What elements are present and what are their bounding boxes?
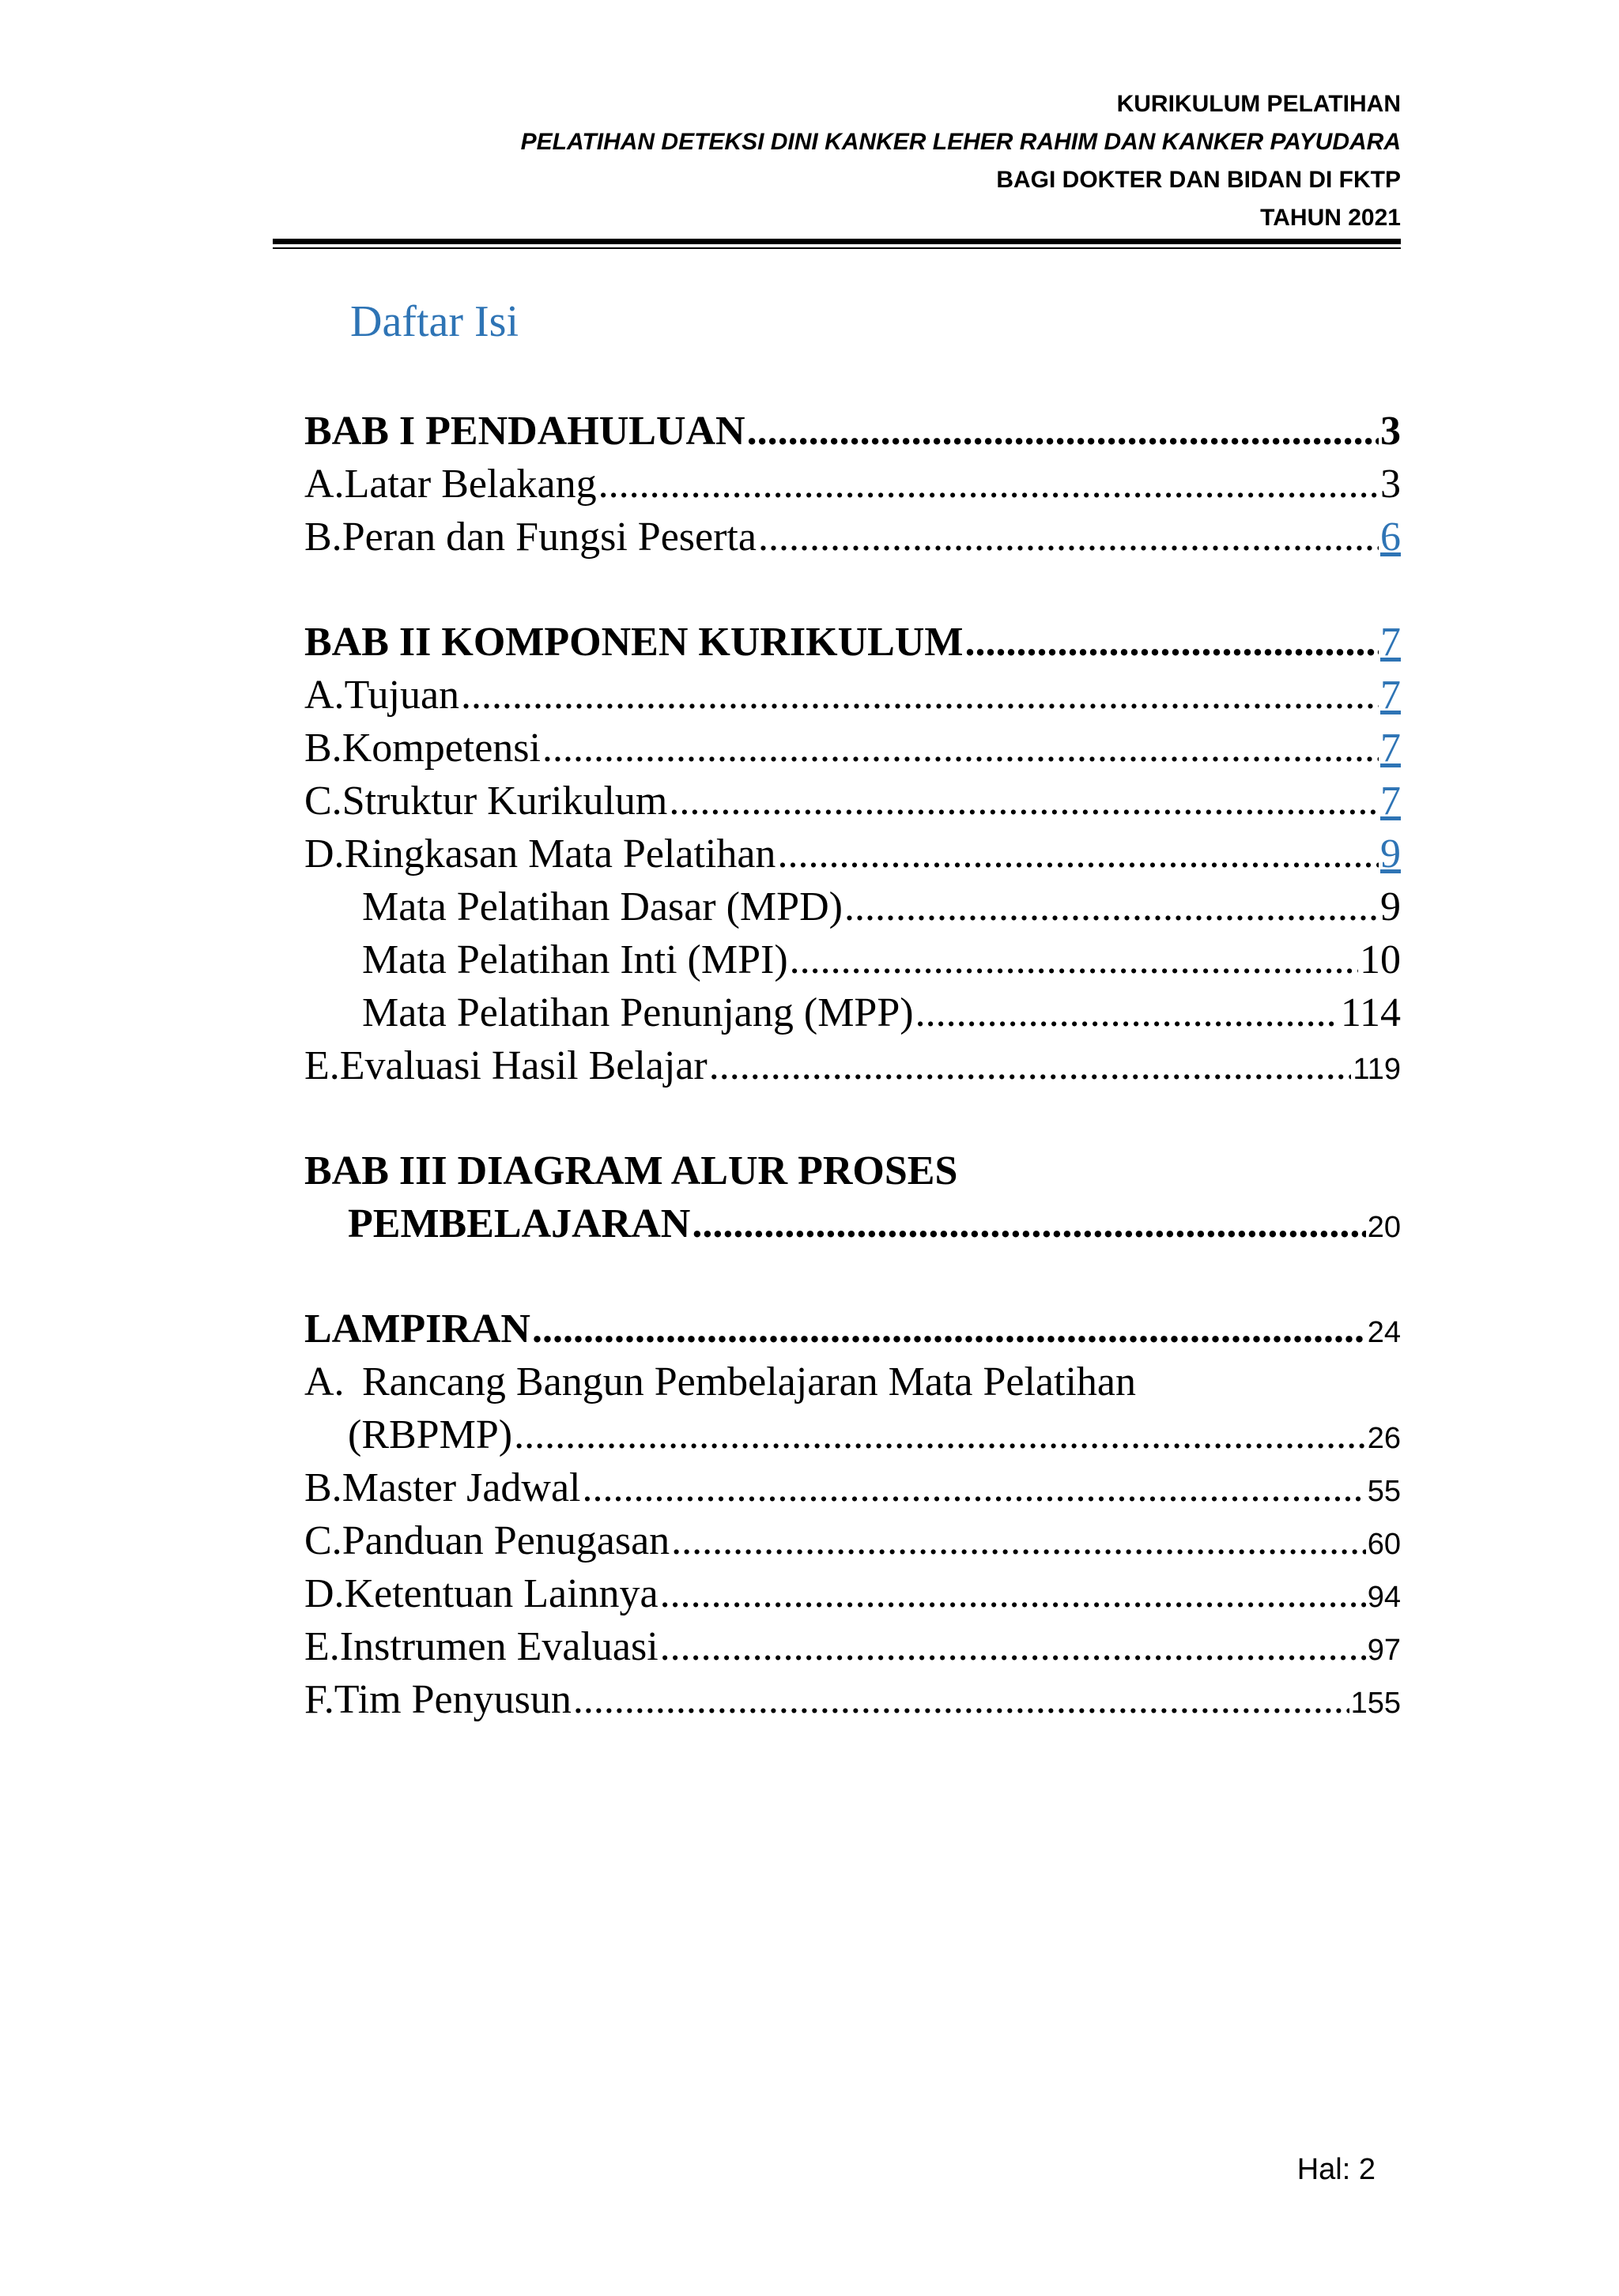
toc-item-label: Latar Belakang [344,462,597,507]
toc-item-page: 3 [1380,462,1401,507]
toc-appendix-title: LAMPIRAN [304,1306,530,1352]
toc-chapter-1[interactable] [304,405,1401,458]
toc-leader-dots [758,511,1379,564]
toc-title: Daftar Isi [350,297,519,346]
toc-item-page-link[interactable]: 9 [1380,831,1401,877]
toc-item-page: 60 [1367,1528,1401,1561]
toc-chapter-3-title-line2: PEMBELAJARAN [348,1201,691,1246]
toc-leader-dots [671,1514,1366,1567]
toc-leader-dots [660,1620,1366,1673]
toc-item-letter: A. [304,673,345,718]
toc-subitem-page: 10 [1360,937,1401,982]
toc-chapter-3-page: 20 [1367,1211,1401,1244]
toc-item-letter: E. [304,1043,340,1088]
toc-item-page-link[interactable]: 6 [1380,515,1401,560]
page-number: Hal: 2 [1296,2153,1376,2186]
toc-leader-dots [709,1039,1352,1092]
toc-item-page-link[interactable]: 7 [1380,726,1401,771]
toc-item-page-link[interactable]: 7 [1380,673,1401,718]
toc-item-label: Struktur Kurikulum [342,779,668,824]
toc-leader-dots [790,933,1358,986]
toc-item-tujuan[interactable] [304,669,1401,722]
toc-leader-dots [747,405,1379,458]
toc-item-page: 97 [1367,1634,1401,1667]
header-audience: BAGI DOKTER DAN BIDAN DI FKTP [996,167,1401,193]
toc-item-label: Tujuan [344,673,460,718]
toc-leader-dots [542,722,1379,775]
toc-chapter-2-title: BAB II KOMPONEN KURIKULUM [304,620,964,665]
toc-item-letter: F. [304,1677,334,1722]
toc-item-page-link[interactable]: 7 [1380,779,1401,824]
toc-item-master-jadwal[interactable] [304,1461,1401,1514]
toc-item-label: Panduan Penugasan [342,1518,670,1563]
toc-item-letter: B. [304,1465,342,1510]
toc-subitem-mpi[interactable] [304,933,1401,986]
table-of-contents [304,405,1401,1726]
toc-item-letter: A. [304,462,345,507]
toc-item-letter: C. [304,1518,342,1563]
toc-leader-dots [964,616,1379,669]
toc-item-label: Ringkasan Mata Pelatihan [344,831,776,877]
toc-item-ketentuan-lainnya[interactable] [304,1567,1401,1620]
document-header [273,85,1401,237]
toc-subitem-page: 9 [1380,884,1401,929]
toc-leader-dots [532,1303,1366,1355]
header-curriculum-label: KURIKULUM PELATIHAN [1116,91,1401,117]
toc-leader-dots [573,1673,1349,1726]
toc-subitem-label: Mata Pelatihan Penunjang (MPP) [362,990,914,1035]
toc-leader-dots [669,775,1379,828]
toc-chapter-2-page-link[interactable]: 7 [1380,620,1401,665]
toc-item-label-continued: (RBPMP) [348,1412,513,1457]
toc-item-kompetensi[interactable] [304,722,1401,775]
toc-item-letter: C. [304,779,342,824]
toc-leader-dots [514,1408,1366,1461]
toc-leader-dots [915,986,1339,1039]
toc-chapter-2[interactable] [304,616,1401,669]
toc-item-page: 94 [1367,1581,1401,1614]
toc-item-page: 119 [1353,1053,1401,1086]
toc-item-letter: B. [304,515,342,560]
toc-item-page: 55 [1367,1475,1401,1508]
toc-chapter-3-title-line1[interactable]: BAB III DIAGRAM ALUR PROSES [304,1148,958,1193]
toc-item-rbpmp[interactable] [304,1408,1401,1461]
toc-item-label: Rancang Bangun Pembelajaran Mata Pelatihan [362,1359,1137,1404]
toc-item-tim-penyusun[interactable] [304,1673,1401,1726]
toc-item-letter: B. [304,726,342,771]
header-rule-thin [273,247,1401,249]
header-rule-thick [273,239,1401,244]
toc-leader-dots [598,458,1379,511]
toc-item-label: Peran dan Fungsi Peserta [342,515,757,560]
toc-subitem-mpd[interactable] [304,880,1401,933]
toc-leader-dots [777,828,1379,880]
toc-item-page: 26 [1367,1422,1401,1455]
toc-item-label: Tim Penyusun [334,1677,572,1722]
toc-item-letter: D. [304,831,345,877]
toc-item-label: Instrumen Evaluasi [339,1624,659,1669]
toc-appendix-page: 24 [1367,1316,1401,1349]
header-training-title: PELATIHAN DETEKSI DINI KANKER LEHER RAHIM DAN KANKER PAYUDARA [520,129,1401,155]
header-year: TAHUN 2021 [1260,205,1401,231]
toc-item-evaluasi-hasil-belajar[interactable] [304,1039,1401,1092]
toc-item-letter: A. [304,1359,345,1404]
toc-subitem-label: Mata Pelatihan Dasar (MPD) [362,884,843,929]
toc-chapter-3[interactable] [304,1197,1401,1250]
toc-leader-dots [461,669,1379,722]
toc-subitem-label: Mata Pelatihan Inti (MPI) [362,937,788,982]
toc-item-letter: E. [304,1624,340,1669]
toc-subitem-page: 114 [1340,990,1401,1035]
toc-item-ringkasan-mata-pelatihan[interactable] [304,828,1401,880]
toc-leader-dots [582,1461,1365,1514]
toc-chapter-1-title: BAB I PENDAHULUAN [304,409,745,454]
toc-subitem-mpp[interactable] [304,986,1401,1039]
toc-chapter-1-page: 3 [1380,409,1401,454]
toc-item-label: Ketentuan Lainnya [344,1571,659,1616]
toc-item-letter: D. [304,1571,345,1616]
toc-item-panduan-penugasan[interactable] [304,1514,1401,1567]
toc-item-instrumen-evaluasi[interactable] [304,1620,1401,1673]
toc-item-label: Master Jadwal [342,1465,581,1510]
toc-leader-dots [844,880,1379,933]
toc-appendix[interactable] [304,1303,1401,1355]
toc-item-page: 155 [1350,1687,1401,1720]
toc-item-peran-dan-fungsi[interactable] [304,511,1401,564]
toc-item-label: Evaluasi Hasil Belajar [339,1043,708,1088]
toc-item-label: Kompetensi [342,726,541,771]
toc-leader-dots [660,1567,1366,1620]
toc-leader-dots [692,1197,1365,1250]
toc-item-latar-belakang[interactable] [304,458,1401,511]
toc-item-struktur-kurikulum[interactable] [304,775,1401,828]
toc-item-rbpmp-line1[interactable] [304,1355,1401,1408]
